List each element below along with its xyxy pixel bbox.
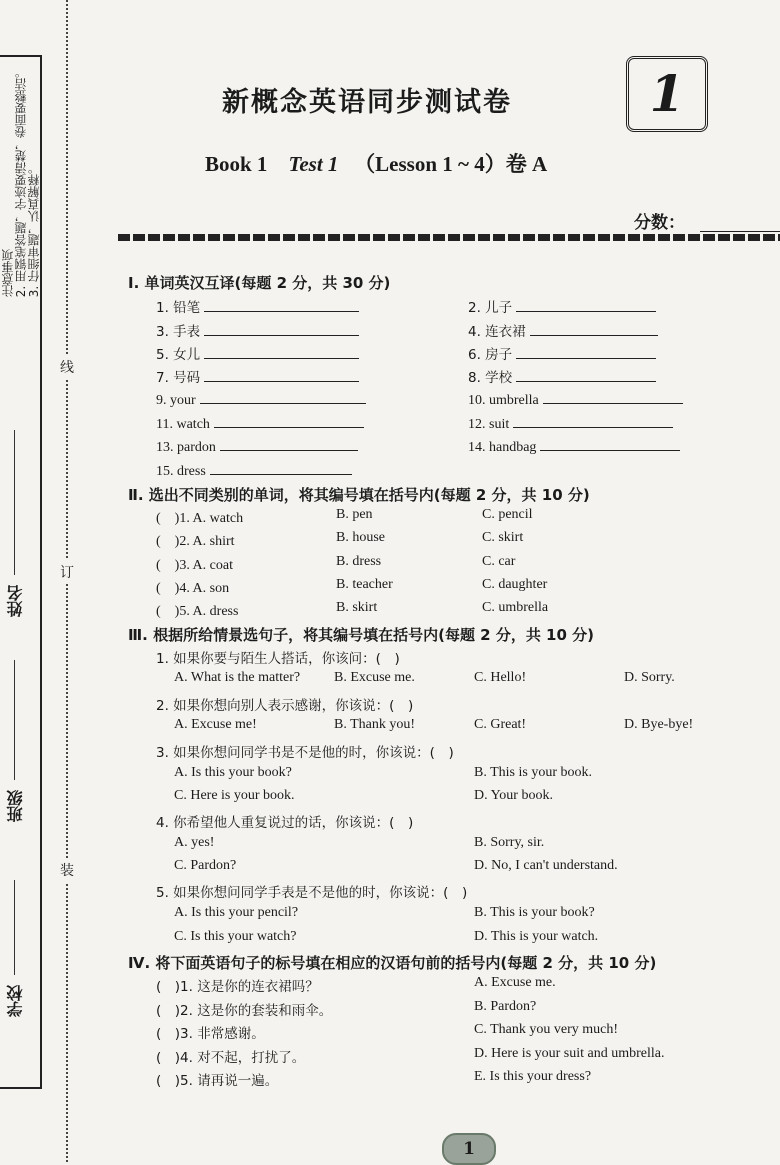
s3-q1-d: D. Sorry. xyxy=(624,670,675,685)
class-field-line[interactable] xyxy=(14,660,15,780)
s1-item-3: 3. 手表 xyxy=(156,320,359,340)
s3-q2-b: B. Thank you! xyxy=(334,717,416,732)
s4-option-c: C. Thank you very much! xyxy=(474,1022,618,1037)
s4-option-e: E. Is this your dress? xyxy=(474,1069,592,1084)
score-field[interactable] xyxy=(700,231,780,232)
s2-q1-b: B. pen xyxy=(336,507,373,522)
s2-q4-b: B. teacher xyxy=(336,577,393,592)
page-number: 1 xyxy=(442,1133,496,1165)
s1-item-9: 9. your xyxy=(156,389,366,409)
s1-item-2: 2. 儿子 xyxy=(468,296,656,316)
answer-blank[interactable] xyxy=(204,297,359,312)
s3-q1: 1. 如果你要与陌生人搭话，你该问：( ) xyxy=(156,651,400,667)
s3-q4-a: A. yes! xyxy=(174,835,215,850)
name-field-line[interactable] xyxy=(14,430,15,575)
s1-item-12: 12. suit xyxy=(468,413,673,433)
answer-blank[interactable] xyxy=(214,413,364,428)
s1-item-10: 10. umbrella xyxy=(468,389,683,409)
s1-item-11: 11. watch xyxy=(156,413,364,433)
lesson-label: （Lesson 1 ~ 4）卷 A xyxy=(354,152,548,176)
s3-q2-d: D. Bye-bye! xyxy=(624,717,694,732)
class-field-label: 班级 xyxy=(6,790,25,822)
answer-blank[interactable] xyxy=(540,436,680,451)
s2-q2-a: ( )2. A. shirt xyxy=(156,534,235,549)
s3-q4-c: C. Pardon? xyxy=(174,858,237,873)
s3-q4-d: D. No, I can't understand. xyxy=(474,858,618,873)
header-rule xyxy=(118,234,780,241)
test-label: Test 1 xyxy=(288,152,339,176)
s4-option-d: D. Here is your suit and umbrella. xyxy=(474,1046,665,1061)
answer-blank[interactable] xyxy=(204,321,359,336)
answer-blank[interactable] xyxy=(516,367,656,382)
s4-q2-zh: ( )2. 这是你的套装和雨伞。 xyxy=(156,1003,333,1019)
binding-sidebar xyxy=(0,0,46,1162)
section-2-title: Ⅱ. 选出不同类别的单词，将其编号填在括号内(每题 2 分，共 10 分) xyxy=(128,486,590,504)
s3-q3-b: B. This is your book. xyxy=(474,765,592,780)
answer-blank[interactable] xyxy=(210,460,352,475)
s2-q5-c: C. umbrella xyxy=(482,600,549,615)
s3-q2-a: A. Excuse me! xyxy=(174,717,257,732)
s2-q3-c: C. car xyxy=(482,554,516,569)
s2-q1-a: ( )1. A. watch xyxy=(156,511,244,526)
s3-q3: 3. 如果你想问同学书是不是他的时，你该说：( ) xyxy=(156,745,454,761)
answer-blank[interactable] xyxy=(204,344,359,359)
binding-char-bind: 装 xyxy=(60,858,74,882)
s2-q5-a: ( )5. A. dress xyxy=(156,604,239,619)
s3-q5-b: B. This is your book? xyxy=(474,905,595,920)
s1-item-13: 13. pardon xyxy=(156,436,358,456)
answer-blank[interactable] xyxy=(200,389,366,404)
s2-q1-c: C. pencil xyxy=(482,507,533,522)
s3-q1-b: B. Excuse me. xyxy=(334,670,415,685)
s3-q3-d: D. Your book. xyxy=(474,788,553,803)
s4-q3-zh: ( )3. 非常感谢。 xyxy=(156,1026,265,1042)
s3-q2: 2. 如果你想向别人表示感谢，你该说：( ) xyxy=(156,698,414,714)
s3-q4-b: B. Sorry, sir. xyxy=(474,835,545,850)
notes-heading: 注意事项 xyxy=(1,249,15,298)
section-4-title: Ⅳ. 将下面英语句子的标号填在相应的汉语句前的括号内(每题 2 分，共 10 分) xyxy=(128,954,657,972)
s4-option-a: A. Excuse me. xyxy=(474,975,556,990)
s1-item-4: 4. 连衣裙 xyxy=(468,320,658,340)
s3-q3-c: C. Here is your book. xyxy=(174,788,295,803)
s3-q5-d: D. This is your watch. xyxy=(474,929,599,944)
s2-q2-c: C. skirt xyxy=(482,530,524,545)
note-3: 3. 仔细审题，认真解释。 xyxy=(27,162,41,298)
binding-char-order: 订 xyxy=(60,560,74,584)
answer-blank[interactable] xyxy=(516,297,656,312)
answer-blank[interactable] xyxy=(204,367,359,382)
s1-item-15: 15. dress xyxy=(156,460,352,480)
s2-q4-a: ( )4. A. son xyxy=(156,581,230,596)
answer-blank[interactable] xyxy=(543,389,683,404)
test-number-badge: 1 xyxy=(626,56,708,132)
binding-char-line: 线 xyxy=(60,355,74,379)
section-3-title: Ⅲ. 根据所给情景选句子，将其编号填在括号内(每题 2 分，共 10 分) xyxy=(128,626,595,644)
name-field-label: 姓名 xyxy=(6,585,25,617)
section-1-title: Ⅰ. 单词英汉互译(每题 2 分，共 30 分) xyxy=(128,274,391,292)
answer-blank[interactable] xyxy=(530,321,658,336)
s4-q1-zh: ( )1. 这是你的连衣裙吗？ xyxy=(156,979,319,995)
s3-q5-c: C. Is this your watch? xyxy=(174,929,297,944)
test-subtitle xyxy=(205,148,547,178)
s1-item-5: 5. 女儿 xyxy=(156,343,359,363)
s1-item-8: 8. 学校 xyxy=(468,366,656,386)
school-field-line[interactable] xyxy=(14,880,15,975)
s3-q4: 4. 你希望他人重复说过的话，你该说：( ) xyxy=(156,815,414,831)
s2-q4-c: C. daughter xyxy=(482,577,548,592)
s4-option-b: B. Pardon? xyxy=(474,999,537,1014)
school-field-label: 学校 xyxy=(6,985,25,1017)
s2-q5-b: B. skirt xyxy=(336,600,378,615)
s3-q1-a: A. What is the matter? xyxy=(174,670,301,685)
note-2: 2. 用钢笔答题，字迹要清楚，卷面要整洁。 xyxy=(14,66,28,298)
s2-q3-a: ( )3. A. coat xyxy=(156,558,233,573)
s3-q5-a: A. Is this your pencil? xyxy=(174,905,299,920)
s1-item-1: 1. 铅笔 xyxy=(156,296,359,316)
exam-notes xyxy=(2,66,41,297)
answer-blank[interactable] xyxy=(513,413,673,428)
s1-item-7: 7. 号码 xyxy=(156,366,359,386)
answer-blank[interactable] xyxy=(516,344,656,359)
s3-q1-c: C. Hello! xyxy=(474,670,527,685)
s2-q2-b: B. house xyxy=(336,530,385,545)
page-title: 新概念英语同步测试卷 xyxy=(222,87,512,118)
score-label: 分数： xyxy=(634,213,685,233)
s4-q4-zh: ( )4. 对不起，打扰了。 xyxy=(156,1050,306,1066)
s1-item-14: 14. handbag xyxy=(468,436,680,456)
book-label: Book 1 xyxy=(205,152,268,176)
answer-blank[interactable] xyxy=(220,436,358,451)
s3-q5: 5. 如果你想问同学手表是不是他的时，你该说：( ) xyxy=(156,885,468,901)
s1-item-6: 6. 房子 xyxy=(468,343,656,363)
s3-q2-c: C. Great! xyxy=(474,717,527,732)
s3-q3-a: A. Is this your book? xyxy=(174,765,292,780)
s2-q3-b: B. dress xyxy=(336,554,382,569)
s4-q5-zh: ( )5. 请再说一遍。 xyxy=(156,1073,279,1089)
